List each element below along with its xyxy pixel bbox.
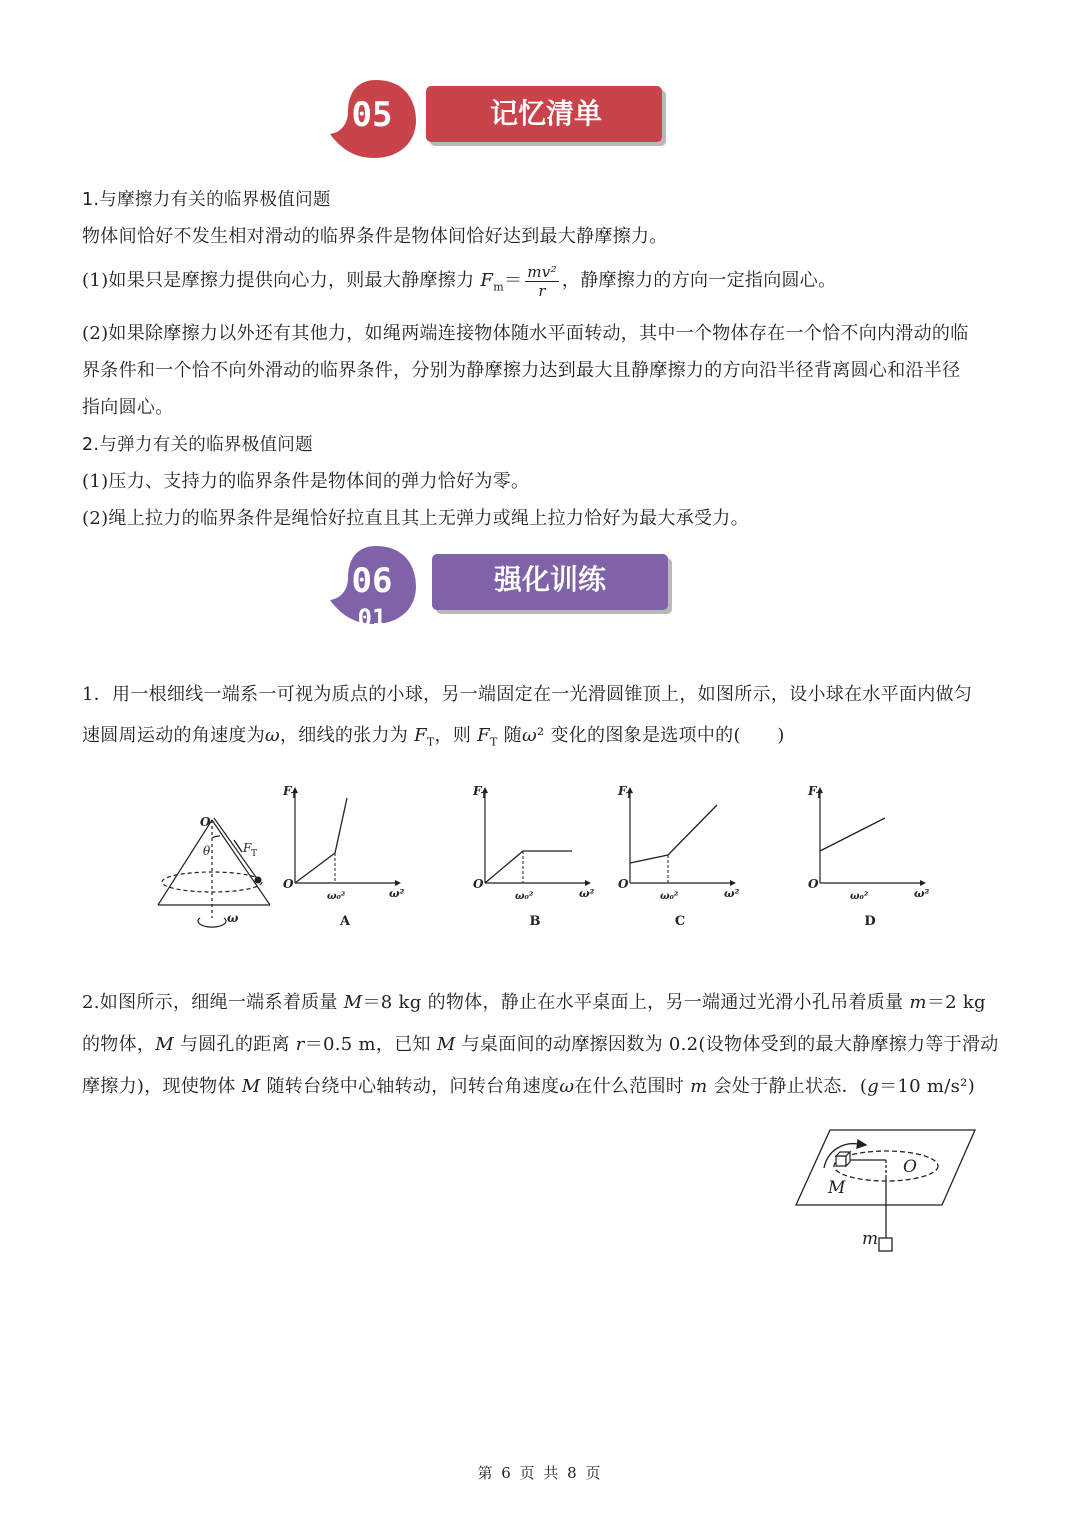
q1-FT-sub-2: T <box>489 735 498 749</box>
q2-omega: ω <box>559 1076 575 1097</box>
cone-theta-label: θ <box>203 844 211 858</box>
q1-line1: 1．用一根细线一端系一可视为质点的小球，另一端固定在一光滑圆锥顶上，如图所示，设小球在水平面内做匀 <box>82 684 973 705</box>
graph-c-x-label: ω² <box>724 887 740 900</box>
q1-figure <box>150 780 930 940</box>
memory-heading-1: 1.与摩擦力有关的临界极值问题 <box>82 190 331 210</box>
graph-c-curve-1 <box>668 805 717 855</box>
q2-line2-d: 与桌面间的动摩擦因数为 0.2(设物体受到的最大静摩擦力等于滑动 <box>455 1034 999 1055</box>
cone-ball <box>255 877 262 884</box>
q2-m-2: m <box>690 1076 708 1097</box>
memory-heading-2: 2.与弹力有关的临界极值问题 <box>82 435 313 455</box>
graph-b-x-label: ω² <box>579 887 595 900</box>
q2-line1 <box>82 984 1000 1021</box>
graph-b-option-label: B <box>529 914 541 929</box>
q2-line3 <box>82 1068 1000 1105</box>
graph-b-tick-label: ω₀² <box>515 891 534 902</box>
graph-a-x-arrow <box>395 880 401 886</box>
cone-omega-label: ω <box>227 911 239 925</box>
q2-figure <box>790 1120 985 1265</box>
graph-d-x-label: ω² <box>914 887 930 900</box>
q1-line2-b: ，细线的张力为 <box>279 725 415 746</box>
turntable-m-label: m <box>862 1229 879 1249</box>
graph-a-tick-label: ω₀² <box>327 891 346 902</box>
graph-c-curve-0 <box>630 855 668 863</box>
q2-line3-a: 摩擦力)，现使物体 <box>82 1076 242 1097</box>
graph-a-x-label: ω² <box>389 887 405 900</box>
memory-p2-before: (1)如果只是摩擦力提供向心力，则最大静摩擦力 <box>82 270 481 291</box>
q1-line2-e: ² 变化的图象是选项中的( ) <box>536 725 785 746</box>
graph-d-tick-label: ω₀² <box>850 891 869 902</box>
graph-d-option-label: D <box>864 914 876 929</box>
graph-a-origin-label: O <box>283 877 294 891</box>
formula-numerator: mv² <box>527 262 557 281</box>
graph-a-y-label-sub: T <box>291 790 297 800</box>
q2-line1-a: 2.如图所示，细绳一端系着质量 <box>82 992 344 1013</box>
q1-omega: ω <box>265 725 280 746</box>
memory-p2 <box>82 262 1000 306</box>
section-06-number: 06 <box>351 561 393 601</box>
graph-b-x-arrow <box>585 880 591 886</box>
graph-d-origin-label: O <box>808 877 819 891</box>
q2-line2 <box>82 1026 1000 1063</box>
cone-FT-label: F <box>243 841 252 855</box>
graph-c-tick-label: ω₀² <box>660 891 679 902</box>
memory-p3-line2: 界条件和一个恰不向外滑动的临界条件，分别为静摩擦力达到最大且静摩擦力的方向沿半径背离圆心和沿半径 <box>82 360 961 381</box>
graph-b-y-label-sub: T <box>481 790 487 800</box>
q2-line3-d: 会处于静止状态．( <box>707 1076 868 1097</box>
cone-diagram <box>158 818 270 927</box>
q1-line2-d: 随 <box>497 725 522 746</box>
memory-p3-line1: (2)如果除摩擦力以外还有其他力，如绳两端连接物体随水平面转动，其中一个物体存在一个恰不向内滑动的临 <box>82 323 969 344</box>
graph-c-y-label-sub: T <box>626 790 632 800</box>
graph-a-curve-0 <box>295 853 335 883</box>
section-06-subnumber: 01 <box>357 604 387 626</box>
graph-group <box>282 784 929 929</box>
graph-d-curve-0 <box>820 818 885 851</box>
turntable-O-label: O <box>903 1157 917 1177</box>
graph-b-curve-0 <box>485 851 523 883</box>
graph-b-y-label: F <box>473 784 482 798</box>
q1-line2 <box>82 717 1000 761</box>
cone-FT-sub: T <box>251 849 258 859</box>
formula-F-sub: m <box>493 280 504 294</box>
q1-line2-c: ，则 <box>434 725 478 746</box>
q2-line3-c: 在什么范围时 <box>574 1076 691 1097</box>
memory-p2-after: ，静摩擦力的方向一定指向圆心。 <box>561 270 837 291</box>
graph-c-option-label: C <box>674 914 686 929</box>
section-05-title: 记忆清单 <box>489 97 602 130</box>
formula-eq: ＝ <box>503 270 523 291</box>
q2-M: M <box>343 992 363 1013</box>
q2-M-4: M <box>241 1076 261 1097</box>
graph-d-x-arrow <box>920 880 926 886</box>
q2-r: r <box>295 1034 305 1055</box>
q2-g: g <box>867 1076 880 1097</box>
graph-a-y-label: F <box>283 784 292 798</box>
memory-p1: 物体间恰好不发生相对滑动的临界条件是物体间恰好达到最大静摩擦力。 <box>82 226 668 247</box>
q1-FT: F <box>414 725 427 746</box>
q2-line1-b: ＝8 kg 的物体，静止在水平桌面上，另一端通过光滑小孔吊着质量 <box>362 992 910 1013</box>
q1-FT-sub: T <box>426 735 435 749</box>
q2-line2-c: ＝0.5 m，已知 <box>304 1034 437 1055</box>
q2-m: m <box>909 992 927 1013</box>
formula-denominator: r <box>538 281 546 300</box>
graph-b-origin-label: O <box>473 877 484 891</box>
memory-p5: (2)绳上拉力的临界条件是绳恰好拉直且其上无弹力或绳上拉力恰好为最大承受力。 <box>82 508 749 529</box>
q2-M-2: M <box>155 1034 174 1055</box>
graph-d-y-label: F <box>808 784 817 798</box>
q2-line1-c: ＝2 kg <box>926 992 986 1013</box>
q2-line2-b: 与圆孔的距离 <box>173 1034 296 1055</box>
page-footer: 第 6 页 共 8 页 <box>477 1464 603 1482</box>
formula-fraction <box>525 263 559 300</box>
q2-line3-b: 随转台绕中心轴转动，问转台角速度 <box>260 1076 560 1097</box>
q2-line2-a: 的物体， <box>82 1034 156 1055</box>
q1-omega-2: ω <box>521 725 537 746</box>
graph-d-y-label-sub: T <box>816 790 822 800</box>
turntable-M-label: M <box>828 1178 846 1198</box>
memory-p3-line3: 指向圆心。 <box>82 397 174 418</box>
graph-c-y-label: F <box>618 784 627 798</box>
q1-line2-a: 速圆周运动的角速度为 <box>82 725 265 746</box>
graph-c-x-arrow <box>730 880 736 886</box>
section-05-number: 05 <box>351 95 393 135</box>
graph-a-curve-1 <box>335 798 347 853</box>
section-06-title: 强化训练 <box>493 563 606 596</box>
graph-c-origin-label: O <box>618 877 629 891</box>
graph-a-option-label: A <box>339 914 351 929</box>
q1-FT-2: F <box>477 725 490 746</box>
memory-p4: (1)压力、支持力的临界条件是物体间的弹力恰好为零。 <box>82 471 530 492</box>
formula-F: F <box>480 270 494 291</box>
q2-M-3: M <box>436 1034 456 1055</box>
q2-line3-e: ＝10 m/s²) <box>879 1076 976 1097</box>
cone-O-label: O <box>200 815 211 829</box>
